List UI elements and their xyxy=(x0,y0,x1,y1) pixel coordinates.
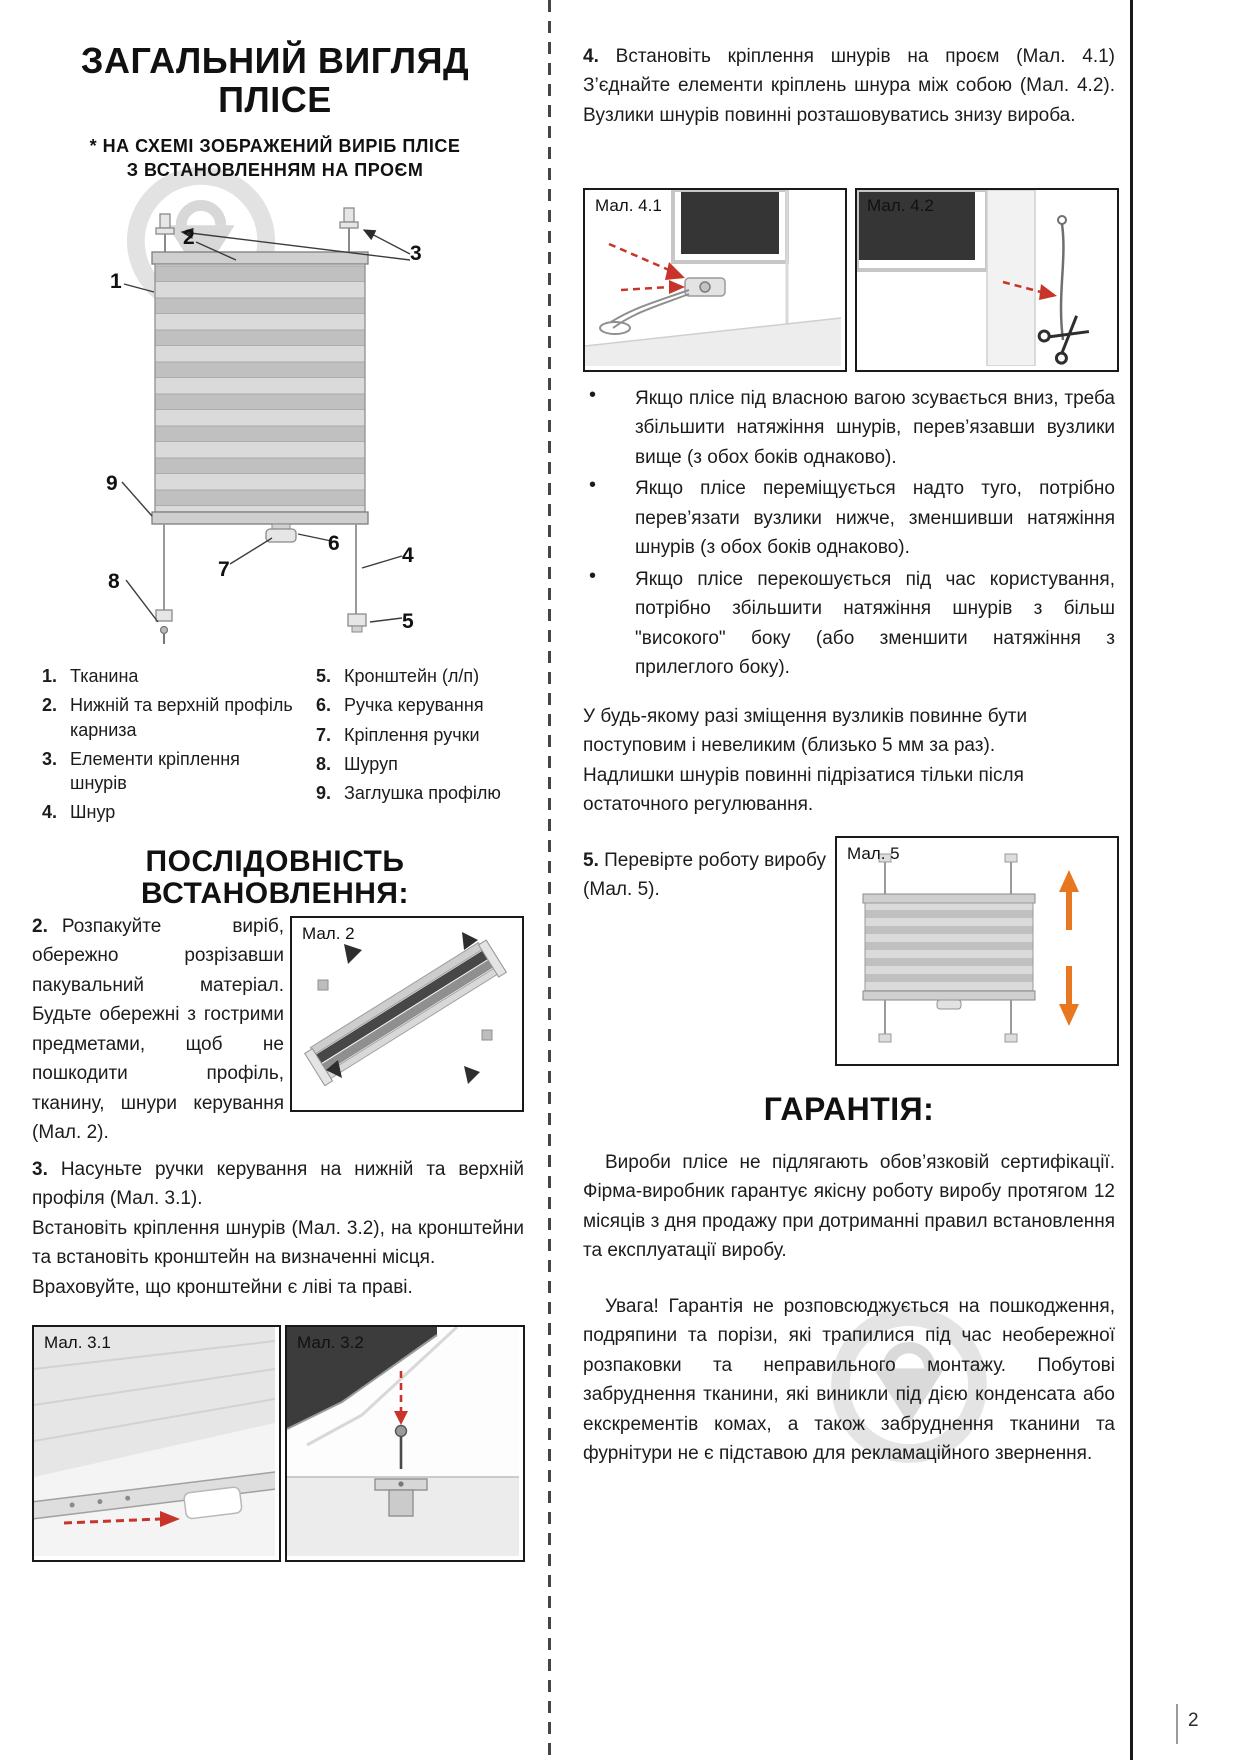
cord-trimming-illustration xyxy=(857,190,1113,366)
profile-closeup-illustration xyxy=(34,1327,275,1556)
legend-text: Нижній та верхній профіль карниза xyxy=(70,695,293,740)
legend-column-2 xyxy=(316,664,531,810)
legend-item xyxy=(42,664,300,688)
step-2-text: Розпакуйте виріб, обережно розрізавши пакувальний матеріал. Будьте обережні з гострими предметами, щоб не пошкодити профіль, тканину, шнури керування (Мал. 2). xyxy=(32,916,284,1144)
figure-label: Мал. 5 xyxy=(847,844,900,863)
warranty-paragraph-1: Вироби плісе не підлягають обов’язковій сертифікації. Фірма-виробник гарантує якісну роботу виробу протягом 12 місяців з дня продажу при дотриманні правил встановлення та експлуатації виробу. xyxy=(583,1152,1115,1262)
orange-down-arrow xyxy=(1059,966,1079,1026)
packed-blind-illustration xyxy=(292,918,518,1106)
orange-up-arrow xyxy=(1059,870,1079,930)
callout-5: 5 xyxy=(402,610,414,633)
step-4-number: 4. xyxy=(583,46,599,67)
figure-3-2 xyxy=(285,1325,525,1562)
figure-2 xyxy=(290,916,524,1112)
pleated-blind-diagram xyxy=(80,186,490,658)
page-title xyxy=(30,42,520,120)
legend-item xyxy=(316,693,531,717)
legend-item xyxy=(316,781,531,805)
legend-item xyxy=(316,723,531,747)
legend-text: Шуруп xyxy=(344,753,398,774)
legend-item xyxy=(316,752,531,776)
legend-item xyxy=(42,800,300,824)
page-subtitle xyxy=(30,134,520,183)
adjustment-note xyxy=(583,702,1115,820)
legend-number: 6. xyxy=(316,695,332,716)
step-5-paragraph xyxy=(583,846,828,905)
bullet-item xyxy=(583,565,1115,683)
bullet-item xyxy=(583,474,1115,562)
bullet-item xyxy=(583,384,1115,472)
page-subtitle-line2: З ВСТАНОВЛЕННЯМ НА ПРОЄМ xyxy=(126,160,424,181)
legend-column-1 xyxy=(42,664,300,830)
legend-text: Кронштейн (л/п) xyxy=(344,666,480,686)
figure-4-2 xyxy=(855,188,1119,372)
page-number: 2 xyxy=(1188,1710,1199,1731)
operation-check-illustration xyxy=(837,838,1113,1060)
cord-fixing-illustration xyxy=(585,190,841,366)
step-2-paragraph xyxy=(32,912,284,1148)
legend-text: Шнур xyxy=(70,802,116,823)
bullet-marker: • xyxy=(589,474,597,497)
note-paragraph-2: Надлишки шнурів повинні підрізатися тільки після остаточного регулювання. xyxy=(583,764,1024,816)
legend-number: 2. xyxy=(42,695,58,716)
page-title-line1: ЗАГАЛЬНИЙ ВИГЛЯД xyxy=(80,40,470,81)
callout-8: 8 xyxy=(108,570,120,593)
step-3-text1: Насуньте ручки керування на нижній та верхній профіля (Мал. 3.1). xyxy=(32,1159,524,1210)
step-4-text: Встановіть кріплення шнурів на проєм (Мал. 4.1) З’єднайте елементи кріплень шнура між собою (Мал. 4.2). Вузлики шнурів повинні розташовуватись знизу вироба. xyxy=(583,46,1115,126)
page-subtitle-line1: * НА СХЕМІ ЗОБРАЖЕНИЙ ВИРІБ ПЛІСЕ xyxy=(89,136,461,156)
section-title-installation: ПОСЛІДОВНІСТЬ ВСТАНОВЛЕННЯ: xyxy=(141,845,409,911)
bullet-text: Якщо плісе перекошується під час користування, потрібно збільшити натяжіння шнурів з більш "високого" боку (або зменшити натяжіння з прилеглого боку). xyxy=(635,568,1115,678)
callout-4: 4 xyxy=(402,544,414,567)
adjustment-bullet-list xyxy=(583,384,1115,684)
legend-item xyxy=(316,664,531,688)
bullet-marker: • xyxy=(589,384,597,406)
legend-text: Заглушка профілю xyxy=(344,783,501,804)
legend-item xyxy=(42,693,300,742)
page-title-line2: ПЛІСЕ xyxy=(218,78,332,120)
legend-number: 4. xyxy=(42,802,58,823)
step-3-p1 xyxy=(32,1155,524,1214)
step-4-paragraph xyxy=(583,42,1115,130)
step-5-text: Перевірте роботу виробу (Мал. 5). xyxy=(583,850,826,901)
legend-number: 1. xyxy=(42,666,58,686)
figure-label: Мал. 3.2 xyxy=(297,1333,364,1352)
legend-number: 9. xyxy=(316,783,332,804)
legend-number: 5. xyxy=(316,666,332,686)
page-edge-rule xyxy=(1130,0,1133,1760)
callout-2: 2 xyxy=(183,226,195,249)
legend-text: Елементи кріплення шнурів xyxy=(70,748,240,794)
legend-number: 7. xyxy=(316,724,332,745)
legend-number: 8. xyxy=(316,753,332,774)
callout-6: 6 xyxy=(328,532,340,555)
footer-tick xyxy=(1176,1704,1178,1744)
step-3-p2: Встановіть кріплення шнурів (Мал. 3.2), на кронштейни та встановіть кронштейн на визначенні місця. xyxy=(32,1217,524,1269)
bullet-text: Якщо плісе під власною вагою зсувається вниз, треба збільшити натяжіння шнурів, перев’язавши вузлики вище (з обох боків однаково). xyxy=(635,388,1115,468)
step-3-p3: Враховуйте, що кронштейни є ліві та праві. xyxy=(32,1276,413,1298)
figure-label: Мал. 3.1 xyxy=(44,1333,111,1352)
figure-label: Мал. 2 xyxy=(302,924,355,943)
legend-text: Кріплення ручки xyxy=(344,724,480,745)
figure-label: Мал. 4.2 xyxy=(867,196,934,215)
step-2-number: 2. xyxy=(32,916,48,937)
note-paragraph-1: У будь-якому разі зміщення вузликів повинне бути поступовим і невеликим (близько 5 мм за раз). xyxy=(583,706,1028,757)
bracket-mounting-illustration xyxy=(287,1327,519,1556)
step-5-number: 5. xyxy=(583,850,599,871)
legend-number: 3. xyxy=(42,748,58,769)
bullet-text: Якщо плісе переміщується надто туго, потрібно перев’язати вузлики нижче, зменшивши натяжіння шнурів (з обох боків однаково). xyxy=(635,478,1115,559)
step-3-paragraph xyxy=(32,1155,524,1302)
figure-3-1 xyxy=(32,1325,281,1562)
callout-9: 9 xyxy=(106,472,118,495)
callout-1: 1 xyxy=(110,270,122,293)
section-title-warranty: ГАРАНТІЯ: xyxy=(763,1091,935,1127)
legend-text: Тканина xyxy=(70,666,139,686)
figure-4-1 xyxy=(583,188,847,372)
figure-5 xyxy=(835,836,1119,1066)
callout-7: 7 xyxy=(218,558,230,581)
bullet-marker: • xyxy=(589,564,597,587)
callout-3: 3 xyxy=(410,242,422,265)
legend-text: Ручка керування xyxy=(344,695,484,716)
product-overview-diagram xyxy=(80,186,490,658)
figure-label: Мал. 4.1 xyxy=(595,196,662,215)
legend-item xyxy=(42,747,300,796)
step-3-number: 3. xyxy=(32,1159,48,1180)
warranty-paragraph-2: Увага! Гарантія не розповсюджується на пошкодження, подряпини та порізи, які трапилися під час необережної розпаковки та неправильного монтажу. Побутові забруднення тканини, які виникли під дією конденсата або екскрементів комах, а також забруднення тканини та фурнітури не є підставою для рекламаційного звернення. xyxy=(583,1296,1115,1465)
column-divider xyxy=(548,0,551,1760)
